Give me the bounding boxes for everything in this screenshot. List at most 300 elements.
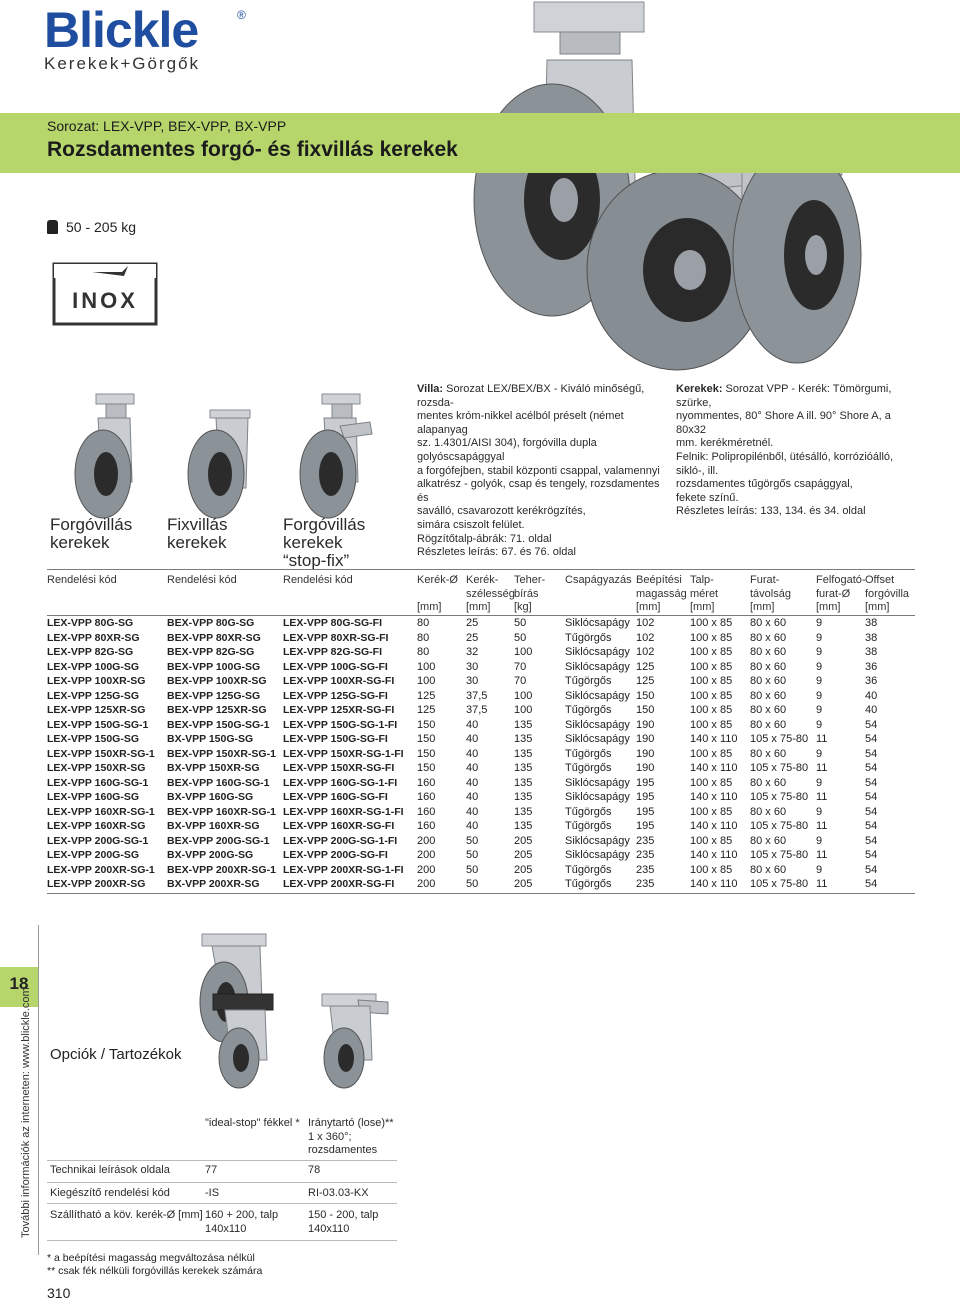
spec-cell: 80 (417, 631, 430, 644)
spec-cell: 9 (816, 834, 823, 847)
table-row (47, 718, 915, 733)
header-line: [mm] (816, 601, 841, 614)
table-row (47, 761, 915, 776)
order-code-cell: LEX-VPP 200XR-SG (47, 878, 146, 891)
spec-cell: 235 (636, 834, 655, 847)
spec-cell: 54 (865, 733, 878, 746)
spec-cell: 80 x 60 (750, 805, 787, 818)
spec-cell: 40 (466, 820, 479, 833)
order-code-cell: LEX-VPP 125XR-SG-FI (283, 704, 395, 717)
spec-cell: 190 (636, 718, 655, 731)
header-line: méret (690, 587, 719, 600)
col2-title-line2: kerekek (167, 533, 227, 552)
website-note: További információk az interneten: www.blickle.com (20, 987, 32, 1238)
spec-cell: 50 (514, 617, 527, 630)
spec-cell: 140 x 110 (690, 762, 738, 775)
spec-cell: 150 (417, 762, 436, 775)
page-tab-number: 18 (9, 974, 29, 993)
spec-cell: Siklócsapágy (565, 776, 630, 789)
footnote: * a beépítési magasság megváltozása nélkül (47, 1252, 255, 1264)
spec-cell: 160 (417, 791, 436, 804)
description-wheels-line: Sorozat VPP - Kerék: Tömörgumi, szürke, (676, 383, 892, 409)
spec-cell: 70 (514, 675, 527, 688)
order-code-cell: LEX-VPP 150XR-SG-FI (283, 762, 395, 775)
header-line: [mm] (865, 601, 890, 614)
spec-cell: 135 (514, 762, 533, 775)
spec-cell: 200 (417, 849, 436, 862)
inox-logo (52, 262, 158, 326)
header-width (466, 574, 515, 615)
order-code-cell: LEX-VPP 200G-SG-FI (283, 849, 388, 862)
table-row (47, 848, 915, 863)
spec-cell: 140 x 110 (690, 791, 738, 804)
col3-title (283, 516, 365, 570)
spec-cell: 54 (865, 747, 878, 760)
table-top-rule (47, 569, 915, 570)
order-code-cell: LEX-VPP 160G-SG-FI (283, 791, 388, 804)
description-fork-line: saválló, csavarozott kerékrögzítés, (417, 505, 586, 518)
header-line: Talp- (690, 574, 714, 586)
table-row (47, 834, 915, 849)
spec-cell: 100 x 85 (690, 675, 733, 688)
spec-cell: 135 (514, 820, 533, 833)
spec-cell: 135 (514, 805, 533, 818)
order-code-cell: LEX-VPP 100XR-SG (47, 675, 146, 688)
order-code-cell: LEX-VPP 160G-SG-1-FI (283, 776, 398, 789)
spec-cell: Siklócsapágy (565, 646, 630, 659)
spec-cell: 50 (466, 863, 479, 876)
spec-cell: 40 (466, 762, 479, 775)
spec-cell: 102 (636, 646, 655, 659)
option-row-value: 78 (308, 1164, 321, 1176)
table-row (47, 790, 915, 805)
spec-cell: 37,5 (466, 689, 488, 702)
spec-cell: 40 (466, 776, 479, 789)
spec-cell: 195 (636, 805, 655, 818)
spec-cell: 9 (816, 863, 823, 876)
order-code-cell: BEX-VPP 150G-SG-1 (167, 718, 270, 731)
spec-cell: 102 (636, 617, 655, 630)
footnotes (47, 1252, 262, 1278)
spec-cell: 80 x 60 (750, 704, 787, 717)
spec-cell: 40 (865, 689, 878, 702)
order-code-cell: BEX-VPP 80XR-SG (167, 631, 261, 644)
spec-cell: 50 (466, 878, 479, 891)
spec-cell: 50 (466, 834, 479, 847)
spec-cell: 80 x 60 (750, 689, 787, 702)
order-code-cell: LEX-VPP 100G-SG (47, 660, 140, 673)
spec-cell: Siklócsapágy (565, 617, 630, 630)
order-code-cell: BEX-VPP 82G-SG (167, 646, 255, 659)
svg-text:INOX: INOX (72, 288, 138, 313)
col3-title-line1: Forgóvillás (283, 515, 366, 534)
order-code-cell: BX-VPP 160G-SG (167, 791, 254, 804)
brand-name: Blickle (44, 2, 199, 58)
spec-cell: 105 x 75-80 (750, 849, 809, 862)
spec-cell: 135 (514, 718, 533, 731)
spec-cell: 140 x 110 (690, 733, 738, 746)
spec-cell: 37,5 (466, 704, 488, 717)
spec-cell: 140 x 110 (690, 849, 738, 862)
order-code-cell: BEX-VPP 160G-SG-1 (167, 776, 270, 789)
spec-cell: 50 (514, 631, 527, 644)
option-value-line: 140x110 (308, 1222, 350, 1235)
spec-cell: 38 (865, 617, 878, 630)
option-row-label: Kiegészítő rendelési kód (50, 1187, 170, 1199)
order-code-cell: LEX-VPP 80G-SG (47, 617, 134, 630)
header-line: Kerék- (466, 574, 499, 586)
order-code-cell: LEX-VPP 100G-SG-FI (283, 660, 388, 673)
order-code-cell: LEX-VPP 150G-SG (47, 733, 140, 746)
spec-cell: 30 (466, 675, 479, 688)
table-row (47, 645, 915, 660)
description-fork-line: sz. 1.4301/AISI 304), forgóvilla dupla golyóscsapággyal (417, 437, 597, 463)
footnote: ** csak fék nélküli forgóvillás kerekek számára (47, 1265, 263, 1277)
order-code-cell: LEX-VPP 125G-SG (47, 689, 140, 702)
thumb-swivel-caster (58, 392, 154, 522)
spec-cell: 100 x 85 (690, 834, 733, 847)
spec-cell: Tűgörgős (565, 675, 612, 688)
spec-cell: 135 (514, 776, 533, 789)
header-line: Beépítési (636, 574, 682, 586)
spec-cell: 30 (466, 660, 479, 673)
registered-mark: ® (237, 8, 246, 22)
option-row-value (308, 1209, 378, 1236)
order-code-cell: BX-VPP 160XR-SG (167, 820, 260, 833)
spec-cell: 195 (636, 820, 655, 833)
spec-cell: 54 (865, 849, 878, 862)
spec-cell: Siklócsapágy (565, 849, 630, 862)
spec-cell: 235 (636, 863, 655, 876)
header-line: [mm] (750, 601, 775, 614)
spec-cell: 40 (466, 805, 479, 818)
spec-cell: 54 (865, 762, 878, 775)
order-code-cell: LEX-VPP 150G-SG-FI (283, 733, 388, 746)
option-col1-head: "ideal-stop" fékkel * (205, 1117, 300, 1129)
options-title: Opciók / Tartozékok (50, 1046, 182, 1063)
order-code-cell: LEX-VPP 160XR-SG-1 (47, 805, 155, 818)
spec-cell: 54 (865, 805, 878, 818)
header-plate (690, 574, 718, 615)
spec-cell: 100 x 85 (690, 718, 733, 731)
description-wheels-label: Kerekek: (676, 383, 723, 395)
spec-cell: 200 (417, 834, 436, 847)
spec-cell: 100 x 85 (690, 617, 733, 630)
spec-cell: 105 x 75-80 (750, 733, 809, 746)
spec-cell: 100 x 85 (690, 689, 733, 702)
header-load (514, 574, 545, 615)
spec-cell: 54 (865, 820, 878, 833)
spec-cell: 190 (636, 733, 655, 746)
order-code-cell: BEX-VPP 100XR-SG (167, 675, 267, 688)
col2-title (167, 516, 227, 552)
description-wheels-line: fekete színű. (676, 491, 739, 504)
spec-cell: 54 (865, 776, 878, 789)
spec-cell: 11 (816, 820, 828, 833)
spec-cell: 125 (636, 675, 655, 688)
spec-cell: 70 (514, 660, 527, 673)
header-line: [mm] (466, 601, 491, 614)
order-code-cell: BEX-VPP 150XR-SG-1 (167, 747, 276, 760)
order-code-cell: LEX-VPP 160G-SG (47, 791, 140, 804)
order-code-cell: BEX-VPP 100G-SG (167, 660, 261, 673)
order-code-cell: BX-VPP 150XR-SG (167, 762, 260, 775)
header-hole (816, 574, 866, 615)
spec-cell: 135 (514, 733, 533, 746)
header-line: [mm] (690, 601, 715, 614)
spec-cell: 40 (466, 747, 479, 760)
spec-cell: 40 (466, 791, 479, 804)
spec-cell: 25 (466, 617, 479, 630)
description-wheels-line: mm. kerékméretnél. (676, 437, 774, 450)
spec-cell: Tűgörgős (565, 631, 612, 644)
spec-cell: 9 (816, 689, 823, 702)
description-wheels-line: Részletes leírás: 133, 134. és 34. oldal (676, 505, 866, 518)
spec-cell: 80 x 60 (750, 617, 787, 630)
option-row-value (205, 1209, 278, 1236)
order-code-cell: LEX-VPP 80XR-SG-FI (283, 631, 389, 644)
spec-cell: 80 x 60 (750, 718, 787, 731)
spec-cell: 100 x 85 (690, 646, 733, 659)
spec-cell: 40 (466, 733, 479, 746)
table-row (47, 703, 915, 718)
header-line: bírás (514, 587, 539, 600)
spec-cell: 54 (865, 791, 878, 804)
spec-cell: 100 x 85 (690, 776, 733, 789)
spec-cell: 100 (514, 646, 533, 659)
option-col2-head-line: 1 x 360°; (308, 1130, 352, 1143)
product-table (47, 616, 915, 892)
option-col2-head-line: Iránytartó (lose)** (308, 1117, 394, 1129)
spec-cell: 32 (466, 646, 479, 659)
order-code-cell: BEX-VPP 125G-SG (167, 689, 261, 702)
spec-cell: 11 (816, 733, 828, 746)
spec-cell: Tűgörgős (565, 805, 612, 818)
order-code-cell: LEX-VPP 150G-SG-1-FI (283, 718, 398, 731)
spec-cell: 105 x 75-80 (750, 878, 809, 891)
col2-subhead: Rendelési kód (167, 574, 237, 586)
vertical-info (0, 987, 50, 1240)
spec-cell: 205 (514, 863, 533, 876)
spec-cell: 195 (636, 776, 655, 789)
spec-cell: 100 x 85 (690, 805, 733, 818)
spec-cell: 9 (816, 704, 823, 717)
option-value-line: 140x110 (205, 1222, 247, 1235)
load-range-text: 50 - 205 kg (66, 219, 137, 235)
spec-cell: 205 (514, 849, 533, 862)
header-line: magasság (636, 587, 687, 600)
option-row-label: Szállítható a köv. kerék-Ø [mm] (50, 1209, 203, 1221)
table-row (47, 819, 915, 834)
header-line: távolság (750, 587, 791, 600)
spec-cell: 235 (636, 849, 655, 862)
spec-cell: Tűgörgős (565, 747, 612, 760)
spec-cell: 135 (514, 747, 533, 760)
spec-cell: 50 (466, 849, 479, 862)
spec-cell: 205 (514, 878, 533, 891)
spec-cell: 9 (816, 805, 823, 818)
header-line: Csapágyazás (565, 574, 632, 586)
spec-cell: 9 (816, 747, 823, 760)
order-code-cell: LEX-VPP 150XR-SG (47, 762, 146, 775)
spec-cell: Siklócsapágy (565, 834, 630, 847)
order-code-cell: LEX-VPP 200G-SG-1-FI (283, 834, 398, 847)
order-code-cell: LEX-VPP 200G-SG (47, 849, 140, 862)
description-fork-line: Sorozat LEX/BEX/BX - Kiváló minőségű, rozsda- (417, 383, 645, 409)
col3-title-line2: kerekek (283, 533, 343, 552)
order-code-cell: BEX-VPP 160XR-SG-1 (167, 805, 276, 818)
table-row (47, 732, 915, 747)
spec-cell: 100 x 85 (690, 660, 733, 673)
load-range (47, 219, 136, 235)
spec-cell: 11 (816, 849, 828, 862)
spec-cell: 160 (417, 776, 436, 789)
order-code-cell: LEX-VPP 200XR-SG-1-FI (283, 863, 404, 876)
header-line: [mm] (636, 601, 661, 614)
order-code-cell: BX-VPP 150G-SG (167, 733, 254, 746)
page-number: 310 (47, 1285, 71, 1301)
spec-cell: 9 (816, 675, 823, 688)
option-row-label: Technikai leírások oldala (50, 1164, 170, 1176)
spec-cell: 80 x 60 (750, 660, 787, 673)
header-line: [kg] (514, 601, 532, 614)
spec-cell: Siklócsapágy (565, 791, 630, 804)
order-code-cell: BEX-VPP 200G-SG-1 (167, 834, 270, 847)
description-fork-line: a forgófejben, stabil központi csappal, valamennyi (417, 464, 660, 477)
spec-cell: 38 (865, 646, 878, 659)
order-code-cell: LEX-VPP 200XR-SG-1 (47, 863, 155, 876)
spec-cell: 80 x 60 (750, 747, 787, 760)
options-rule (47, 1240, 397, 1241)
spec-cell: 200 (417, 878, 436, 891)
order-code-cell: LEX-VPP 160XR-SG-1-FI (283, 805, 404, 818)
option-value-line: 150 - 200, talp (308, 1209, 379, 1221)
description-fork-line: Részletes leírás: 67. és 76. oldal (417, 546, 576, 559)
description-wheels-line: rozsdamentes tűgörgős csapággyal, (676, 478, 853, 491)
spec-cell: 100 (417, 660, 436, 673)
spec-cell: 11 (816, 762, 828, 775)
spec-cell: 100 (514, 689, 533, 702)
spec-cell: 38 (865, 631, 878, 644)
table-row (47, 805, 915, 820)
col1-title-line1: Forgóvillás (50, 515, 133, 534)
spec-cell: 140 x 110 (690, 878, 738, 891)
spec-cell: 125 (636, 660, 655, 673)
options-rule (47, 1203, 397, 1204)
spec-cell: Siklócsapágy (565, 689, 630, 702)
description-fork-line: alkatrész - golyók, csap és tengely, rozsdamentes és (417, 478, 660, 504)
option-row-value: 77 (205, 1164, 218, 1176)
table-row (47, 674, 915, 689)
spec-cell: 80 x 60 (750, 675, 787, 688)
spec-cell: 54 (865, 878, 878, 891)
brand-logo (44, 2, 246, 76)
order-code-cell: LEX-VPP 150XR-SG-1 (47, 747, 155, 760)
spec-cell: 235 (636, 878, 655, 891)
spec-cell: 150 (417, 733, 436, 746)
thumb-fixed-caster (170, 392, 266, 522)
spec-cell: 190 (636, 747, 655, 760)
spec-cell: 25 (466, 631, 479, 644)
option-col2-head (308, 1117, 394, 1158)
description-wheels-line: Felnik: Polipropilénből, ütésálló, korrózióálló, sikló-, ill. (676, 450, 894, 477)
spec-cell: 80 x 60 (750, 863, 787, 876)
order-code-cell: BX-VPP 200XR-SG (167, 878, 260, 891)
header-bearing (565, 574, 632, 588)
order-code-cell: LEX-VPP 160G-SG-1 (47, 776, 149, 789)
spec-cell: 54 (865, 834, 878, 847)
col2-title-line1: Fixvillás (167, 515, 228, 534)
header-line: furat-Ø (816, 587, 851, 600)
table-row (47, 863, 915, 878)
spec-cell: 80 (417, 646, 430, 659)
header-line: Offset (865, 574, 895, 586)
order-code-cell: LEX-VPP 80G-SG-FI (283, 617, 382, 630)
table-row (47, 616, 915, 631)
col3-title-line3: “stop-fix” (283, 551, 350, 570)
spec-cell: 205 (514, 834, 533, 847)
table-row (47, 747, 915, 762)
spec-cell: 100 x 85 (690, 747, 733, 760)
spec-cell: 9 (816, 660, 823, 673)
options-rule (47, 1182, 397, 1183)
option-row-value: -IS (205, 1187, 220, 1199)
product-table-body (47, 616, 915, 892)
description-fork-line: simára csiszolt felület. (417, 518, 525, 531)
description-fork (417, 383, 667, 560)
spec-cell: 125 (417, 704, 436, 717)
page-title: Rozsdamentes forgó- és fixvillás kerekek (47, 138, 458, 161)
spec-cell: 140 x 110 (690, 820, 738, 833)
order-code-cell: LEX-VPP 150G-SG-1 (47, 718, 149, 731)
table-row (47, 689, 915, 704)
spec-cell: 9 (816, 718, 823, 731)
order-code-cell: LEX-VPP 200XR-SG-FI (283, 878, 395, 891)
table-row (47, 631, 915, 646)
description-fork-line: Rögzítőtalp-ábrák: 71. oldal (417, 532, 552, 545)
order-code-cell: LEX-VPP 125G-SG-FI (283, 689, 388, 702)
spec-cell: 9 (816, 776, 823, 789)
spec-cell: 150 (417, 718, 436, 731)
spec-cell: 160 (417, 820, 436, 833)
spec-cell: 105 x 75-80 (750, 762, 809, 775)
spec-cell: 125 (417, 689, 436, 702)
table-row (47, 776, 915, 791)
order-code-cell: LEX-VPP 82G-SG-FI (283, 646, 382, 659)
description-wheels-line: nyommentes, 80° Shore A ill. 90° Shore A, a 80x32 (676, 410, 891, 436)
header-bolt (750, 574, 791, 615)
spec-cell: 150 (636, 689, 655, 702)
description-fork-line: mentes króm-nikkel acélból préselt (német alapanyag (417, 410, 624, 436)
col1-title (50, 516, 132, 552)
spec-cell: 40 (865, 704, 878, 717)
spec-cell: 36 (865, 675, 878, 688)
table-row (47, 877, 915, 892)
spec-cell: 100 x 85 (690, 631, 733, 644)
description-wheels (676, 383, 916, 519)
header-line: forgóvilla (865, 587, 910, 600)
option-thumb-directional-lock (308, 990, 394, 1090)
order-code-cell: BEX-VPP 80G-SG (167, 617, 255, 630)
spec-cell: 100 (514, 704, 533, 717)
header-diameter (417, 574, 458, 615)
col3-subhead: Rendelési kód (283, 574, 353, 586)
spec-cell: 9 (816, 631, 823, 644)
spec-cell: 80 x 60 (750, 834, 787, 847)
spec-cell: 54 (865, 718, 878, 731)
spec-cell: 190 (636, 762, 655, 775)
spec-cell: 100 (417, 675, 436, 688)
